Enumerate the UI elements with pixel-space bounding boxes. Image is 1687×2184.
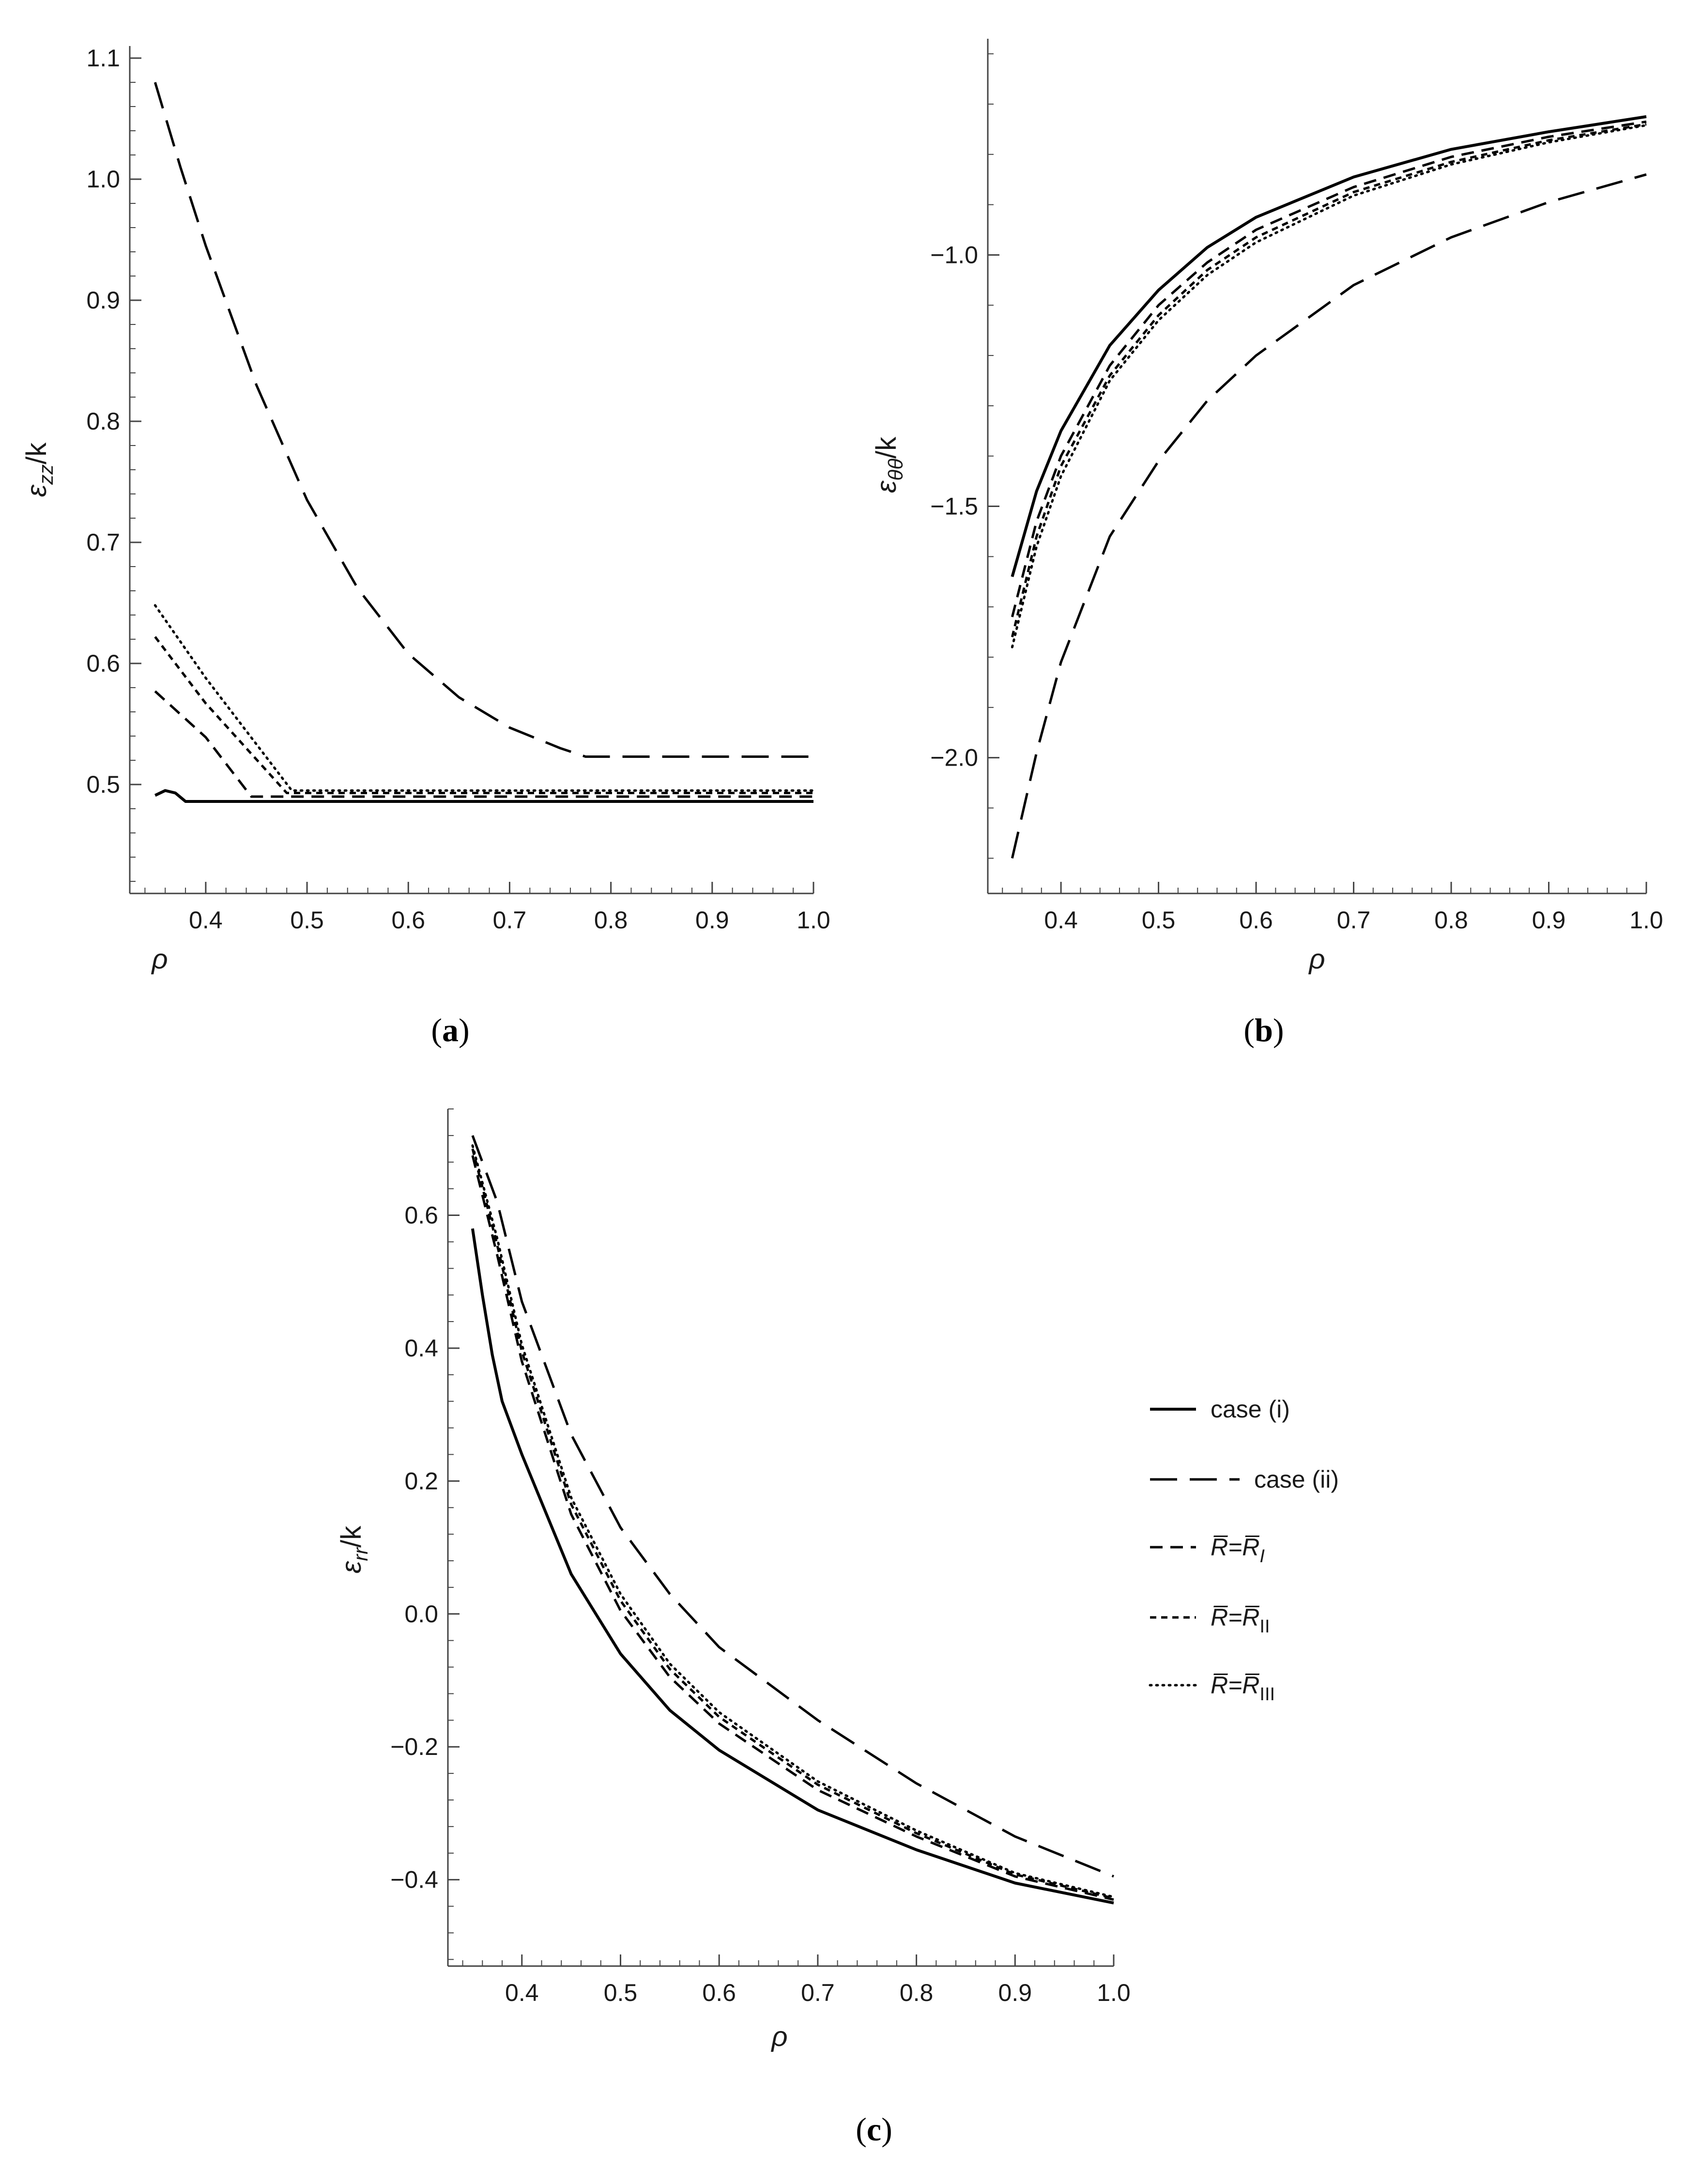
x-tick-label: 0.4 [505, 1979, 539, 2006]
y-tick-label: −0.4 [390, 1866, 438, 1893]
x-tick-label: 0.4 [189, 907, 223, 934]
series-line-long-dash [1012, 174, 1646, 858]
x-tick-label: 0.6 [702, 1979, 736, 2006]
panel-label: (b) [1243, 1012, 1284, 1048]
y-tick-label: 0.2 [404, 1467, 438, 1495]
x-tick-label: 0.9 [998, 1979, 1032, 2006]
y-tick-label: 0.9 [86, 287, 120, 314]
legend-label: case (i) [1211, 1396, 1290, 1423]
x-axis-label: ρ [1309, 943, 1325, 975]
series-line-fine-dash [155, 637, 813, 793]
x-tick-label: 0.8 [1434, 907, 1468, 934]
x-tick-label: 0.4 [1044, 907, 1078, 934]
x-tick-label: 0.9 [1532, 907, 1566, 934]
x-axis-label: ρ [771, 2021, 788, 2052]
legend-label: $R̅=R̅_{III}$ [1211, 1672, 1275, 1705]
series-line-short-dash [155, 692, 813, 797]
x-tick-label: 0.7 [492, 907, 527, 934]
y-tick-label: −0.2 [390, 1733, 438, 1761]
panel-a-chart [21, 45, 830, 1048]
x-tick-label: 0.7 [1336, 907, 1371, 934]
chart-legend [1150, 1396, 1339, 1705]
y-tick-label: 0.7 [86, 529, 120, 556]
x-tick-label: 0.8 [899, 1979, 934, 2006]
legend-label: $R̅=R̅_{II}$ [1211, 1604, 1270, 1637]
series-line-solid [1012, 117, 1646, 577]
x-tick-label: 0.9 [695, 907, 729, 934]
panel-label: (c) [856, 2111, 892, 2148]
panel-b-chart [871, 39, 1663, 1048]
y-tick-label: −1.0 [930, 241, 978, 269]
y-tick-label: 0.6 [404, 1201, 438, 1229]
x-axis-label: ρ [152, 943, 168, 975]
panel-label: (a) [431, 1012, 470, 1048]
series-line-long-dash [155, 82, 813, 757]
x-tick-label: 0.5 [603, 1979, 638, 2006]
y-tick-label: 0.8 [86, 408, 120, 435]
y-tick-label: 1.1 [86, 45, 120, 72]
y-tick-label: −2.0 [930, 744, 978, 771]
y-tick-label: 0.4 [404, 1334, 438, 1362]
y-axis-label: $\varepsilon_{rr}/k$ [336, 1525, 372, 1574]
x-tick-label: 0.5 [290, 907, 324, 934]
y-axis-label: $\varepsilon_{\theta\theta}/k$ [871, 436, 907, 493]
y-tick-label: 0.5 [86, 771, 120, 798]
y-tick-label: −1.5 [930, 492, 978, 520]
y-axis-label: $\varepsilon_{zz}/k$ [21, 442, 57, 497]
legend-label: case (ii) [1254, 1466, 1339, 1493]
x-tick-label: 0.8 [594, 907, 628, 934]
series-line-fine-dash [473, 1149, 1114, 1898]
series-line-dotted [155, 605, 813, 791]
panel-c-chart [336, 1109, 1131, 2148]
x-tick-label: 1.0 [1097, 1979, 1131, 2006]
y-tick-label: 0.0 [404, 1600, 438, 1628]
series-line-short-dash [473, 1155, 1114, 1900]
x-tick-label: 1.0 [1629, 907, 1663, 934]
x-tick-label: 0.5 [1141, 907, 1176, 934]
series-line-solid [473, 1229, 1114, 1903]
x-tick-label: 0.6 [1239, 907, 1273, 934]
series-line-dotted [1012, 125, 1646, 647]
x-tick-label: 1.0 [797, 907, 830, 934]
x-tick-label: 0.7 [801, 1979, 835, 2006]
series-line-dotted [473, 1146, 1114, 1897]
y-tick-label: 1.0 [86, 166, 120, 193]
series-line-fine-dash [1012, 124, 1646, 637]
legend-label: $R̅=R̅_I$ [1211, 1534, 1265, 1567]
y-tick-label: 0.6 [86, 650, 120, 677]
x-tick-label: 0.6 [391, 907, 426, 934]
